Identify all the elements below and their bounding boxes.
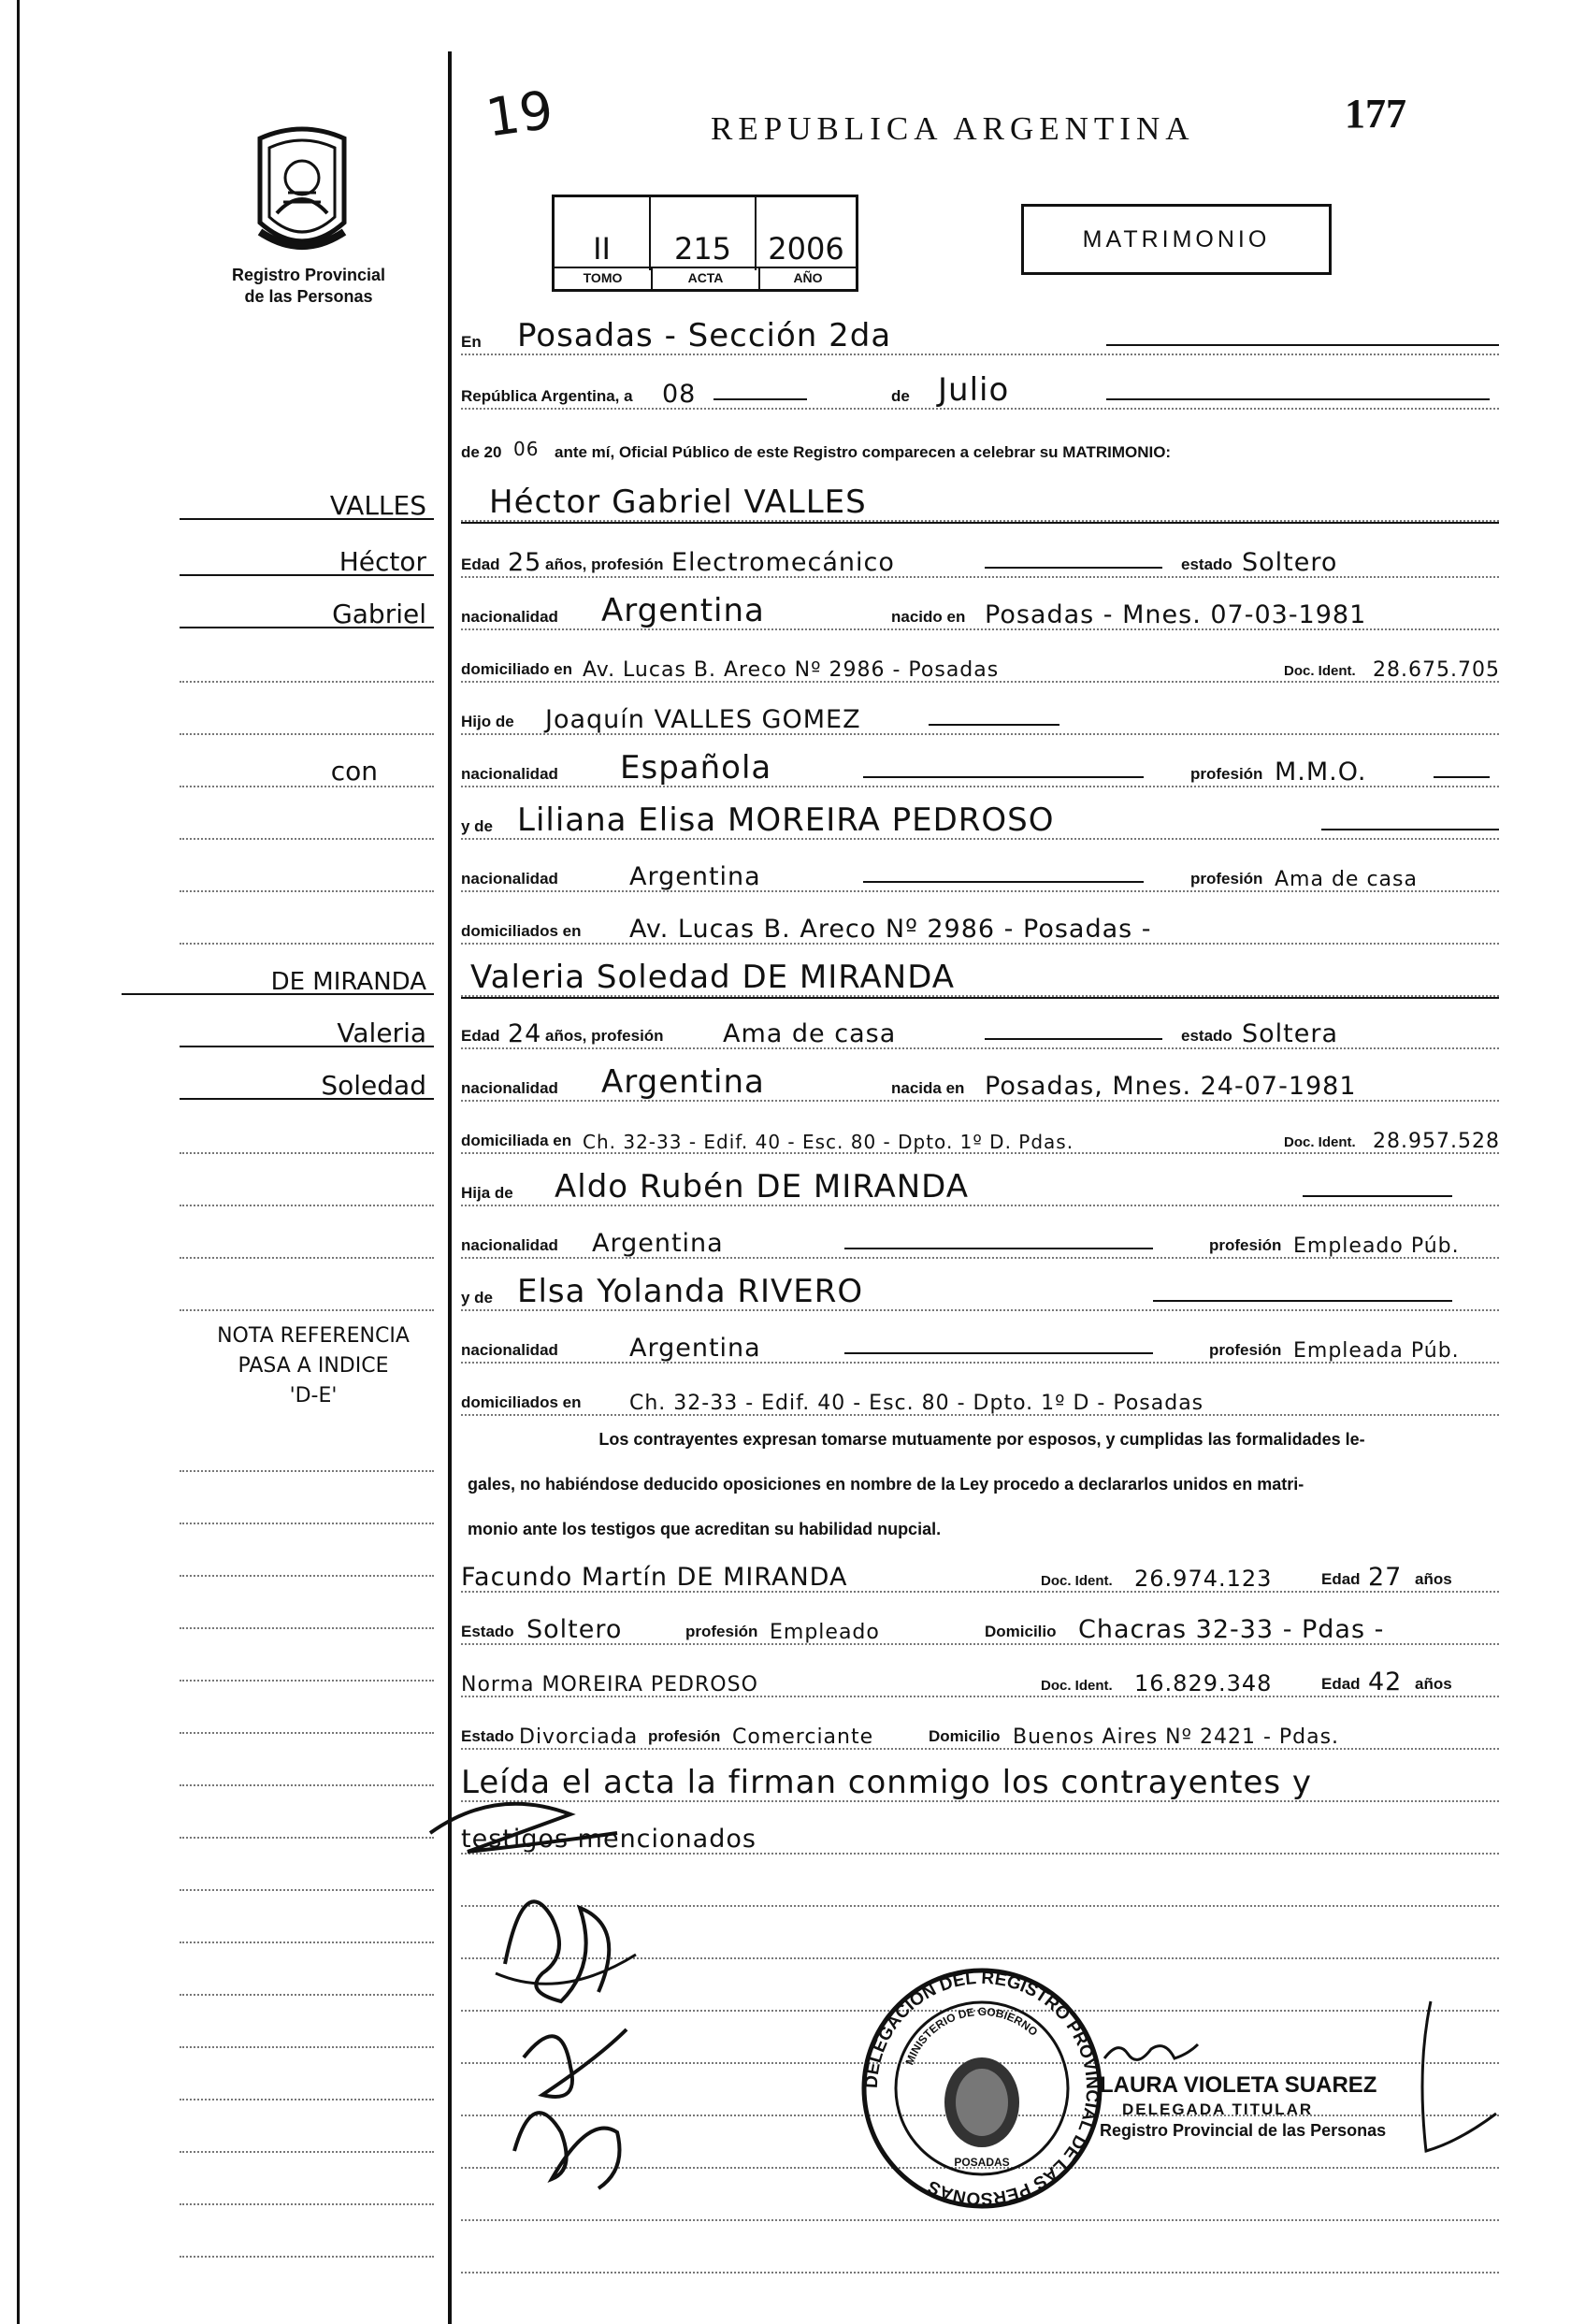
province-seal-icon [241,120,363,260]
bride-nationality-line [461,1063,1499,1105]
groom-age: 25 [508,548,542,577]
estado-label: estado [1181,1027,1232,1045]
place-line [461,317,1499,359]
bride-father-profession: Empleado Púb. [1293,1234,1460,1258]
groom-parents-address: Av. Lucas B. Areco Nº 2986 - Posadas - [629,915,1152,944]
margin-line [180,2117,434,2157]
groom-father-line [461,700,1499,739]
groom-parents-address-line [461,909,1499,948]
bride-mother: Elsa Yolanda RIVERO [517,1273,864,1310]
declaration-line3: monio ante los testigos que acreditan su habilidad nupcial. [468,1520,942,1538]
bride-mother-nationality-line [461,1328,1499,1367]
edad-label: Edad [461,1027,500,1045]
folio-number: 19 [482,79,557,150]
anos-profesion-label: años, profesión [545,556,664,573]
nacionalidad-label: nacionalidad [461,1341,558,1359]
witness1-address: Chacras 32-33 - Pdas - [1078,1615,1385,1644]
margin-line [180,1908,434,1947]
groom-father-profession: M.M.O. [1275,758,1367,787]
hija-de-label: Hija de [461,1184,513,1202]
edad-label: Edad [1321,1675,1361,1693]
bride-mother-nationality: Argentina [629,1334,761,1363]
margin-line [180,2222,434,2261]
officer-role: DELEGADA TITULAR [1122,2100,1314,2118]
groom-address-line [461,647,1499,686]
anos-label: años [1415,1570,1452,1588]
profesion-label: profesión [685,1623,758,1640]
tomo-value: II [555,197,651,270]
margin-line [180,2013,434,2052]
declaration-line2: gales, no habiéndose deducido oposiciones en nombre de la Ley procedo a declararlos unidos en matri- [468,1475,1304,1494]
closing-text2: testigos mencionados [461,1825,757,1854]
en-label: En [461,333,482,351]
groom-mother-line [461,801,1499,844]
margin-groom-name1-line [180,542,434,582]
nacionalidad-label: nacionalidad [461,1079,558,1097]
margin-bride-name1: Valeria [337,1018,426,1048]
margin-line [180,647,434,686]
ano-value: 2006 [768,231,844,267]
bride-mother-profession: Empleada Púb. [1293,1339,1460,1363]
official-stamp-icon [860,1962,1103,2215]
anos-profesion-label: años, profesión [545,1027,664,1045]
domiciliados-en-label: domiciliados en [461,1393,582,1411]
witness2-line [461,1662,1499,1701]
doc-ident-label: Doc. Ident. [1284,1134,1356,1150]
witness2-dni: 16.829.348 [1134,1670,1273,1696]
registry-title-line1: Registro Provincial [231,266,386,284]
groom-status: Soltero [1242,548,1338,577]
witness2-address: Buenos Aires Nº 2421 - Pdas. [1013,1725,1340,1749]
margin-line [180,2065,434,2104]
doc-ident-label: Doc. Ident. [1041,1678,1113,1694]
republica-label: República Argentina, a [461,387,633,405]
margin-bracket-drawing [1403,1992,1506,2170]
margin-line [180,1594,434,1633]
domiciliada-en-label: domiciliada en [461,1132,572,1149]
day-value: 08 [662,380,697,409]
margin-groom-name2-line [180,595,434,634]
witness2-details-line [461,1714,1499,1754]
profesion-label: profesión [1209,1341,1282,1359]
margin-groom-name2: Gabriel [332,599,426,629]
bride-father-nationality: Argentina [592,1229,724,1258]
margin-line [180,804,434,844]
groom-father: Joaquín VALLES GOMEZ [545,705,861,734]
signatures-drawing [411,1777,898,2226]
acta-value: 215 [651,197,757,270]
margin-line [180,1698,434,1738]
domicilio-label: Domicilio [929,1727,1001,1745]
groom-address: Av. Lucas B. Areco Nº 2986 - Posadas [583,658,1000,682]
country-title: REPUBLICA ARGENTINA [711,110,1195,147]
declaration-line1: Los contrayentes expresan tomarse mutuamente por esposos, y cumplidas las formalidades le- [598,1430,1365,1449]
margin-line [180,1855,434,1895]
doc-ident-label: Doc. Ident. [1041,1573,1113,1589]
estado-label: Estado [461,1623,514,1640]
bride-profession: Ama de casa [723,1019,897,1048]
groom-nationality-line [461,592,1499,634]
bride-parents-address-line [461,1380,1499,1420]
stamp-ring-text: DELEGACION DEL REGISTRO PROVINCIAL DE LAS PERSONAS [861,1968,1103,2209]
empty-line [461,2238,1499,2277]
margin-groom-name1: Héctor [339,546,426,577]
groom-mother-profession: Ama de casa [1275,868,1418,891]
margin-line [180,1436,434,1476]
bride-full-name: Valeria Soledad DE MIRANDA [470,959,956,996]
groom-dni: 28.675.705 [1373,658,1500,682]
margin-line [180,1803,434,1842]
bride-address: Ch. 32-33 - Edif. 40 - Esc. 80 - Dpto. 1º D. Pdas. [583,1131,1074,1153]
domicilio-label: Domicilio [985,1623,1057,1640]
ano-label: AÑO [793,270,823,285]
nacionalidad-label: nacionalidad [461,608,558,626]
registry-title [210,265,407,308]
witness1-age: 27 [1368,1563,1403,1592]
note-line2: PASA A INDICE [238,1354,389,1378]
intro-sentence: ante mí, Oficial Público de este Registro comparecen a celebrar su MATRIMONIO: [555,443,1172,461]
margin-line [180,700,434,739]
margin-line [180,1171,434,1210]
witness1-name: Facundo Martín DE MIRANDA [461,1563,848,1592]
bride-parents-address: Ch. 32-33 - Edif. 40 - Esc. 80 - Dpto. 1º D - Posadas [629,1392,1204,1415]
bride-dni: 28.957.528 [1373,1130,1500,1153]
registry-title-line2: de las Personas [244,287,373,306]
month-value: Julio [938,371,1010,409]
witness2-profession: Comerciante [732,1725,874,1749]
margin-line [180,1223,434,1263]
bride-address-line [461,1119,1499,1158]
officer-signature-drawing [1100,2035,1203,2072]
acta-label: ACTA [653,268,760,289]
bride-age: 24 [508,1019,542,1048]
bride-father-line [461,1168,1499,1210]
nacionalidad-label: nacionalidad [461,765,558,783]
date-line [461,371,1499,413]
groom-profession: Electromecánico [671,548,895,577]
profesion-label: profesión [1190,765,1263,783]
margin-con: con [330,756,378,787]
witness1-details-line [461,1609,1499,1649]
profesion-label: profesión [1209,1236,1282,1254]
bride-age-line [461,1014,1499,1053]
witness1-line [461,1557,1499,1596]
edad-label: Edad [461,556,500,573]
estado-label: Estado [461,1727,514,1745]
groom-father-nationality: Española [620,749,772,787]
note-line1: NOTA REFERENCIA [217,1324,410,1348]
act-type-box: MATRIMONIO [1021,204,1332,275]
year-suffix: 06 [513,438,540,460]
margin-bride-surname: DE MIRANDA [270,968,426,996]
groom-nationality: Argentina [601,592,765,629]
margin-line [180,1751,434,1790]
margin-bride-name1-line [180,1014,434,1053]
edad-label: Edad [1321,1570,1361,1588]
margin-line [180,1276,434,1315]
margin-bride-name2-line [180,1066,434,1105]
anos-label: años [1415,1675,1452,1693]
bride-mother-line [461,1273,1499,1315]
groom-mother-nationality-line [461,857,1499,896]
margin-line [180,909,434,948]
note-line3: 'D-E' [289,1384,338,1407]
bride-name-line [461,961,1499,1001]
nacionalidad-label: nacionalidad [461,1236,558,1254]
year-prefix: de 20 [461,443,502,461]
margin-con-line [180,752,434,791]
hijo-de-label: Hijo de [461,713,514,730]
tomo-label: TOMO [555,268,653,289]
witness1-profession: Empleado [770,1621,880,1644]
nacido-en-label: nacido en [891,608,966,626]
margin-line [180,1960,434,1999]
estado-label: estado [1181,556,1232,573]
svg-text:MINISTERIO DE GOBIERNO [902,2005,1040,2067]
margin-line [180,1541,434,1581]
margin-line [180,1646,434,1685]
margin-groom-surname: VALLES [329,490,426,521]
profesion-label: profesión [648,1727,721,1745]
witness2-age: 42 [1368,1667,1403,1696]
margin-line [180,1489,434,1528]
bride-father: Aldo Rubén DE MIRANDA [555,1168,970,1205]
bride-nationality: Argentina [601,1063,765,1101]
groom-name-line [461,486,1499,526]
y-de-label: y de [461,817,494,835]
groom-birth: Posadas - Mnes. 07-03-1981 [985,600,1367,629]
margin-line [180,2170,434,2209]
margin-line [180,857,434,896]
margin-groom-surname-line [180,486,434,526]
bride-birth: Posadas, Mnes. 24-07-1981 [985,1072,1357,1101]
page-number: 177 [1345,91,1406,137]
margin-bride-name2: Soledad [321,1070,426,1101]
witness2-status: Divorciada [519,1725,639,1749]
margin-note [187,1321,440,1411]
margin-bride-surname-line [122,961,434,1001]
place-value: Posadas - Sección 2da [517,317,892,354]
groom-mother-nationality: Argentina [629,862,761,891]
profesion-label: profesión [1190,870,1263,888]
bride-father-nationality-line [461,1223,1499,1263]
groom-mother: Liliana Elisa MOREIRA PEDROSO [517,801,1055,839]
nacida-en-label: nacida en [891,1079,965,1097]
left-margin-rule [17,0,20,2324]
closing-text1: Leída el acta la firman conmigo los contrayentes y [461,1764,1313,1801]
witness1-status: Soltero [526,1615,623,1644]
officer-registry: Registro Provincial de las Personas [1100,2121,1387,2140]
margin-line [180,1119,434,1158]
groom-father-nationality-line [461,749,1499,791]
domiciliado-en-label: domiciliado en [461,660,573,678]
witness2-name: Norma MOREIRA PEDROSO [461,1673,758,1696]
y-de-label: y de [461,1289,494,1306]
officer-name: LAURA VIOLETA SUAREZ [1100,2072,1377,2098]
stamp-inner-text: MINISTERIO DE GOBIERNO [902,2004,1041,2067]
groom-full-name: Héctor Gabriel VALLES [489,484,867,521]
year-line [461,430,1499,469]
witness1-dni: 26.974.123 [1134,1566,1273,1592]
bride-status: Soltera [1242,1019,1339,1048]
domiciliados-en-label: domiciliados en [461,922,582,940]
doc-ident-label: Doc. Ident. [1284,663,1356,679]
de-label: de [891,387,910,405]
stamp-bottom-text: POSADAS [954,2156,1010,2169]
reference-table [552,195,858,292]
groom-age-line [461,542,1499,582]
nacionalidad-label: nacionalidad [461,870,558,888]
